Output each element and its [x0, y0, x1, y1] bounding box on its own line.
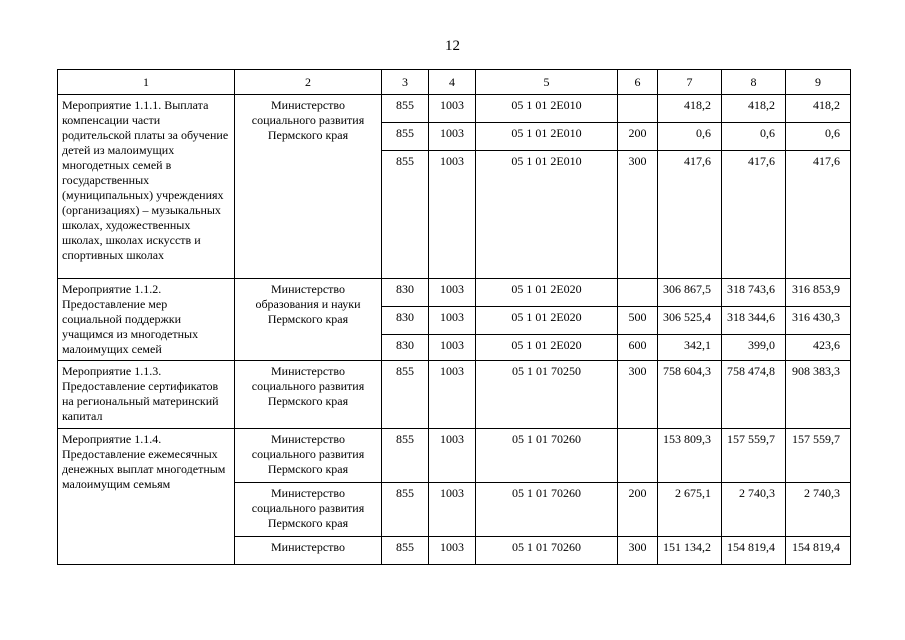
value-cell: 157 559,7 [786, 429, 851, 483]
table-row [58, 361, 851, 429]
ministry-cell: Министерство образования и науки Пермского края [235, 279, 382, 361]
table-row [58, 429, 851, 483]
value-cell: 418,2 [658, 95, 722, 123]
code-cell: 1003 [429, 335, 476, 361]
value-cell: 2 675,1 [658, 483, 722, 537]
code-cell: 830 [382, 307, 429, 335]
code-cell: 1003 [429, 429, 476, 483]
value-cell: 306 525,4 [658, 307, 722, 335]
activity-cell: Мероприятие 1.1.4. Предоставление ежемесячных денежных выплат многодетным малоимущим семьям [58, 429, 235, 565]
code-cell: 05 1 01 2Е020 [476, 307, 618, 335]
code-cell: 855 [382, 361, 429, 429]
code-cell: 855 [382, 123, 429, 151]
code-cell: 1003 [429, 307, 476, 335]
page-number: 12 [445, 38, 460, 54]
header-col-5: 5 [476, 70, 618, 95]
code-cell: 1003 [429, 361, 476, 429]
code-cell: 855 [382, 95, 429, 123]
code-cell: 05 1 01 2Е010 [476, 95, 618, 123]
code-cell: 05 1 01 70260 [476, 483, 618, 537]
value-cell: 418,2 [722, 95, 786, 123]
header-col-6: 6 [618, 70, 658, 95]
code-cell: 05 1 01 2Е020 [476, 335, 618, 361]
activity-cell: Мероприятие 1.1.1. Выплата компенсации части родительской платы за обучение детей из малоимущих многодетных семей в государственных (муниципальных) учреждениях (организациях) – музыкальных школах, художественных школах, школах искусств и спортивных школах [58, 95, 235, 279]
value-cell: 316 853,9 [786, 279, 851, 307]
ministry-cell: Министерство социального развития Пермского края [235, 429, 382, 483]
value-cell: 399,0 [722, 335, 786, 361]
activity-cell: Мероприятие 1.1.3. Предоставление сертификатов на региональный материнский капитал [58, 361, 235, 429]
code-cell: 830 [382, 279, 429, 307]
code-cell: 1003 [429, 279, 476, 307]
value-cell: 0,6 [722, 123, 786, 151]
header-col-9: 9 [786, 70, 851, 95]
value-cell: 758 604,3 [658, 361, 722, 429]
code-cell: 300 [618, 151, 658, 279]
code-cell: 1003 [429, 123, 476, 151]
code-cell: 05 1 01 2Е020 [476, 279, 618, 307]
value-cell: 0,6 [658, 123, 722, 151]
value-cell: 758 474,8 [722, 361, 786, 429]
code-cell: 300 [618, 361, 658, 429]
header-col-2: 2 [235, 70, 382, 95]
code-cell: 1003 [429, 95, 476, 123]
table-row [58, 279, 851, 307]
header-col-1: 1 [58, 70, 235, 95]
code-cell: 855 [382, 537, 429, 565]
value-cell: 151 134,2 [658, 537, 722, 565]
value-cell: 908 383,3 [786, 361, 851, 429]
code-cell: 200 [618, 123, 658, 151]
code-cell [618, 95, 658, 123]
header-col-7: 7 [658, 70, 722, 95]
code-cell: 300 [618, 537, 658, 565]
value-cell: 306 867,5 [658, 279, 722, 307]
code-cell: 1003 [429, 483, 476, 537]
code-cell: 05 1 01 70260 [476, 429, 618, 483]
code-cell: 05 1 01 70250 [476, 361, 618, 429]
value-cell: 316 430,3 [786, 307, 851, 335]
code-cell: 05 1 01 2Е010 [476, 123, 618, 151]
code-cell: 05 1 01 70260 [476, 537, 618, 565]
table-row [58, 95, 851, 123]
value-cell: 318 743,6 [722, 279, 786, 307]
ministry-cell: Министерство социального развития Пермского края [235, 483, 382, 537]
code-cell [618, 279, 658, 307]
code-cell: 855 [382, 483, 429, 537]
value-cell: 154 819,4 [722, 537, 786, 565]
header-row [58, 70, 851, 95]
code-cell: 855 [382, 429, 429, 483]
value-cell: 417,6 [786, 151, 851, 279]
ministry-cell: Министерство социального развития Пермского края [235, 361, 382, 429]
value-cell: 154 819,4 [786, 537, 851, 565]
code-cell: 855 [382, 151, 429, 279]
value-cell: 2 740,3 [722, 483, 786, 537]
header-col-3: 3 [382, 70, 429, 95]
code-cell: 05 1 01 2Е010 [476, 151, 618, 279]
code-cell: 830 [382, 335, 429, 361]
code-cell: 500 [618, 307, 658, 335]
code-cell: 1003 [429, 151, 476, 279]
value-cell: 418,2 [786, 95, 851, 123]
value-cell: 342,1 [658, 335, 722, 361]
value-cell: 417,6 [722, 151, 786, 279]
header-col-8: 8 [722, 70, 786, 95]
ministry-cell: Министерство [235, 537, 382, 565]
budget-table [57, 69, 851, 565]
value-cell: 2 740,3 [786, 483, 851, 537]
value-cell: 417,6 [658, 151, 722, 279]
value-cell: 0,6 [786, 123, 851, 151]
value-cell: 423,6 [786, 335, 851, 361]
code-cell [618, 429, 658, 483]
ministry-cell: Министерство социального развития Пермского края [235, 95, 382, 279]
code-cell: 1003 [429, 537, 476, 565]
header-col-4: 4 [429, 70, 476, 95]
activity-cell: Мероприятие 1.1.2. Предоставление мер социальной поддержки учащимся из многодетных малоимущих семей [58, 279, 235, 361]
value-cell: 153 809,3 [658, 429, 722, 483]
code-cell: 600 [618, 335, 658, 361]
code-cell: 200 [618, 483, 658, 537]
value-cell: 157 559,7 [722, 429, 786, 483]
value-cell: 318 344,6 [722, 307, 786, 335]
